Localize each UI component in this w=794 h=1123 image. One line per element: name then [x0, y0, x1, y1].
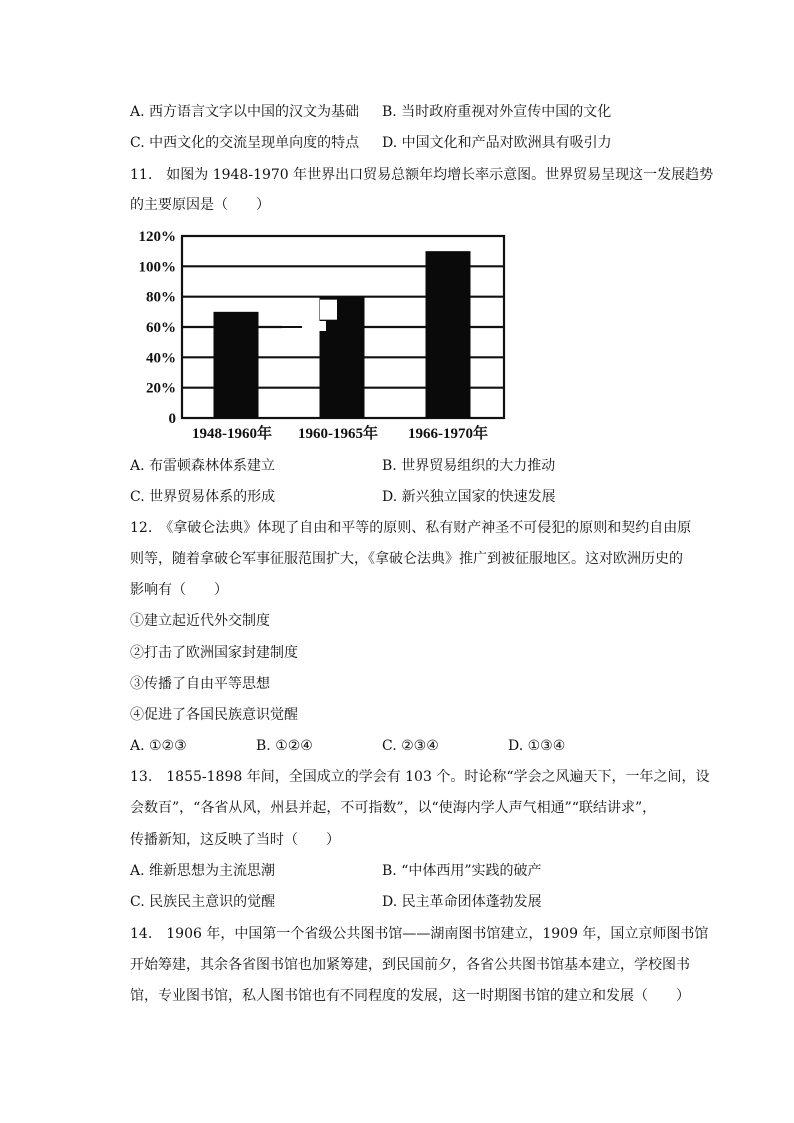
q13-stem-line2: 会数百”，“各省从风，州县并起，不可指数”，以“使海内学人声气相通”“联结讲求”， [130, 800, 657, 816]
q13-stem-line3: 传播新知，这反映了当时（ ） [130, 832, 340, 848]
y-tick-label: 60% [146, 320, 176, 336]
q11-option-a: A. 布雷顿森林体系建立 [130, 458, 276, 474]
q13-stem-line1: 13. 1855-1898 年间，全国成立的学会有 103 个。时论称“学会之风遍天下，一年之间，设 [130, 769, 710, 785]
x-tick-label: 1966-1970年 [408, 426, 488, 442]
q13-option-c: C. 民族民主意识的觉醒 [130, 894, 276, 910]
export-growth-bar-chart [130, 222, 520, 447]
q12-item-1: ①建立起近代外交制度 [130, 613, 270, 629]
q10-option-a: A. 西方语言文字以中国的汉文为基础 [130, 104, 360, 120]
chart-svg [130, 222, 520, 447]
q11-option-c: C. 世界贸易体系的形成 [130, 489, 276, 505]
q12-item-2: ②打击了欧洲国家封建制度 [130, 645, 298, 661]
y-tick-label: 20% [146, 380, 176, 397]
q14-stem-line3: 馆，专业图书馆，私人图书馆也有不同程度的发展，这一时期图书馆的建立和发展（ ） [130, 988, 690, 1004]
q12-option-a: A. ①②③ [130, 738, 187, 754]
q14-stem-line2: 开始筹建，其余各省图书馆也加紧筹建，到民国前夕，各省公共图书馆基本建立，学校图书 [130, 957, 690, 973]
q13-option-a: A. 维新思想为主流思潮 [130, 863, 276, 879]
q11-option-b: B. 世界贸易组织的大力推动 [382, 458, 556, 474]
q12-option-b: B. ①②④ [256, 738, 313, 754]
q11-option-d: D. 新兴独立国家的快速发展 [382, 489, 556, 505]
y-tick-label: 40% [146, 350, 176, 367]
q10-option-c: C. 中西文化的交流呈现单向度的特点 [130, 135, 360, 151]
q10-option-d: D. 中国文化和产品对欧洲具有吸引力 [382, 135, 612, 151]
y-tick-label: 0 [168, 411, 176, 427]
q12-item-3: ③传播了自由平等思想 [130, 676, 270, 692]
q13-option-b: B. “中体西用”实践的破产 [382, 863, 542, 879]
q11-stem-line2: 的主要原因是（ ） [130, 197, 270, 213]
x-tick-label: 1960-1965年 [298, 426, 378, 442]
y-tick-label: 80% [146, 289, 176, 306]
q12-item-4: ④促进了各国民族意识觉醒 [130, 707, 298, 723]
q11-stem-line1: 11. 如图为 1948-1970 年世界出口贸易总额年均增长率示意图。世界贸易呈现这一发展趋势 [130, 167, 714, 183]
x-tick-label: 1948-1960年 [192, 426, 272, 442]
artifact-notch [320, 300, 337, 320]
q12-option-c: C. ②③④ [382, 738, 439, 754]
q10-option-b: B. 当时政府重视对外宣传中国的文化 [382, 104, 612, 120]
y-tick-label: 120% [138, 229, 176, 245]
q12-stem-line3: 影响有（ ） [130, 582, 228, 598]
bar-3 [426, 251, 471, 418]
y-tick-label: 100% [138, 259, 176, 276]
q12-stem-line1: 12. 《拿破仑法典》体现了自由和平等的原则、私有财产神圣不可侵犯的原则和契约自由原 [130, 520, 692, 536]
bar-1 [214, 312, 259, 418]
q12-option-d: D. ①③④ [508, 738, 566, 754]
q13-option-d: D. 民主革命团体蓬勃发展 [382, 894, 542, 910]
q14-stem-line1: 14. 1906 年，中国第一个省级公共图书馆——湖南图书馆建立，1909 年，国立京师图书馆 [130, 926, 709, 942]
q12-stem-line2: 则等，随着拿破仑军事征服范围扩大，《拿破仑法典》推广到被征服地区。这对欧洲历史的 [130, 551, 683, 567]
